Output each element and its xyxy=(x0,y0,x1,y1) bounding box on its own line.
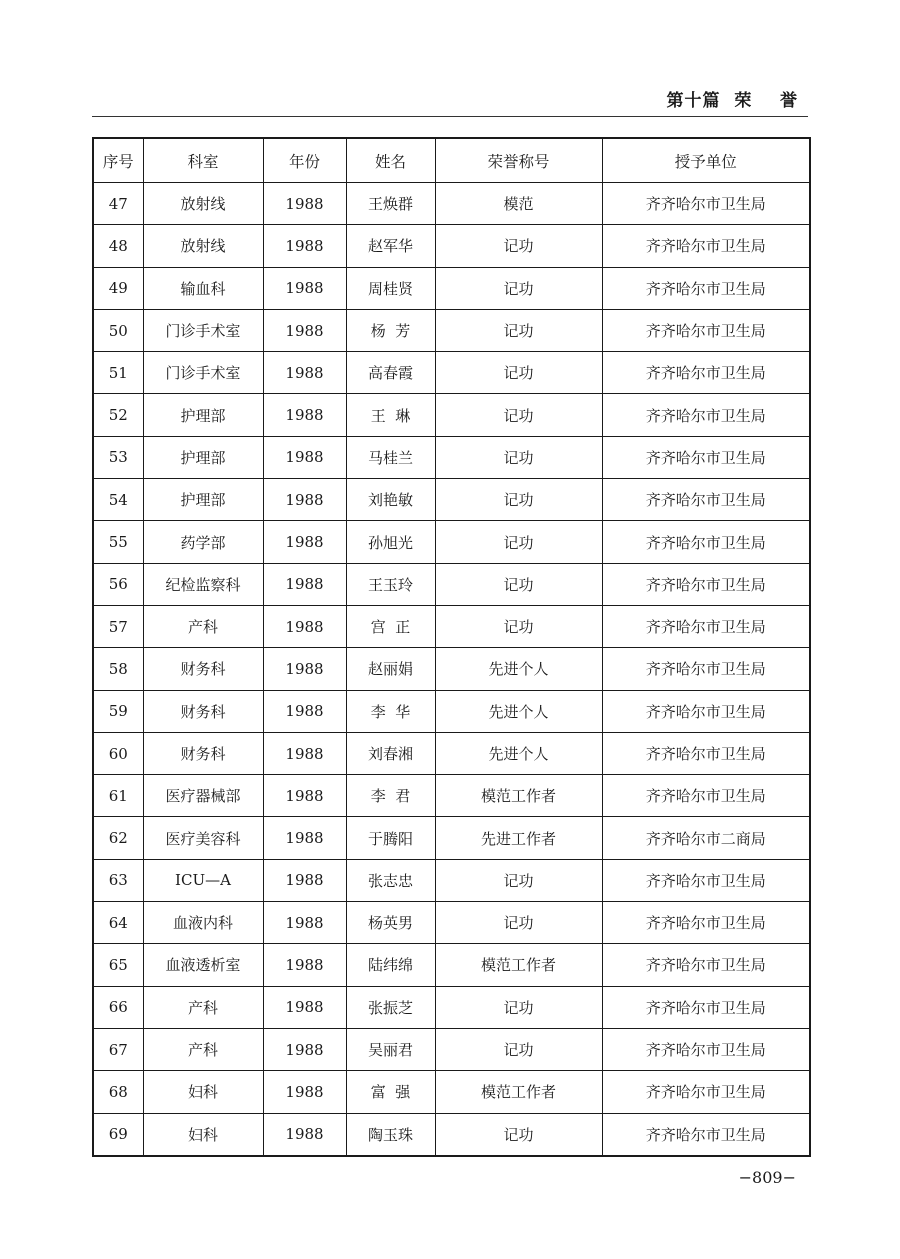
column-header-year: 年份 xyxy=(263,138,346,183)
cell-awarding-unit: 齐齐哈尔市卫生局 xyxy=(602,986,810,1028)
cell-honor: 记功 xyxy=(435,902,602,944)
cell-honor: 记功 xyxy=(435,394,602,436)
cell-index: 60 xyxy=(93,732,143,774)
cell-department: 血液透析室 xyxy=(143,944,263,986)
table-row xyxy=(93,225,810,267)
cell-department: 产科 xyxy=(143,605,263,647)
cell-name: 宫 正 xyxy=(346,605,435,647)
cell-name: 陶玉珠 xyxy=(346,1113,435,1156)
cell-awarding-unit: 齐齐哈尔市卫生局 xyxy=(602,605,810,647)
cell-index: 54 xyxy=(93,479,143,521)
cell-index: 69 xyxy=(93,1113,143,1156)
cell-year: 1988 xyxy=(263,479,346,521)
cell-year: 1988 xyxy=(263,436,346,478)
cell-awarding-unit: 齐齐哈尔市卫生局 xyxy=(602,479,810,521)
cell-year: 1988 xyxy=(263,309,346,351)
cell-index: 59 xyxy=(93,690,143,732)
cell-honor: 记功 xyxy=(435,859,602,901)
cell-honor: 记功 xyxy=(435,479,602,521)
page-number: −809− xyxy=(738,1168,796,1187)
cell-index: 58 xyxy=(93,648,143,690)
cell-index: 56 xyxy=(93,563,143,605)
cell-year: 1988 xyxy=(263,1113,346,1156)
cell-honor: 记功 xyxy=(435,521,602,563)
cell-name: 刘春湘 xyxy=(346,732,435,774)
cell-year: 1988 xyxy=(263,732,346,774)
cell-awarding-unit: 齐齐哈尔市卫生局 xyxy=(602,225,810,267)
cell-year: 1988 xyxy=(263,183,346,225)
table-row xyxy=(93,1113,810,1156)
cell-name: 陆纬绵 xyxy=(346,944,435,986)
cell-year: 1988 xyxy=(263,986,346,1028)
column-header-honor: 荣誉称号 xyxy=(435,138,602,183)
table-body xyxy=(93,183,810,1156)
cell-name: 赵丽娟 xyxy=(346,648,435,690)
cell-awarding-unit: 齐齐哈尔市卫生局 xyxy=(602,944,810,986)
cell-honor: 记功 xyxy=(435,436,602,478)
table-row xyxy=(93,690,810,732)
table-row xyxy=(93,902,810,944)
cell-department: 护理部 xyxy=(143,479,263,521)
cell-awarding-unit: 齐齐哈尔市卫生局 xyxy=(602,775,810,817)
cell-department: 妇科 xyxy=(143,1071,263,1113)
cell-index: 57 xyxy=(93,605,143,647)
cell-index: 49 xyxy=(93,267,143,309)
cell-name: 张振芝 xyxy=(346,986,435,1028)
cell-department: 产科 xyxy=(143,986,263,1028)
cell-index: 65 xyxy=(93,944,143,986)
cell-department: 医疗美容科 xyxy=(143,817,263,859)
cell-honor: 先进个人 xyxy=(435,648,602,690)
cell-index: 62 xyxy=(93,817,143,859)
cell-awarding-unit: 齐齐哈尔市卫生局 xyxy=(602,859,810,901)
column-header-index: 序号 xyxy=(93,138,143,183)
cell-awarding-unit: 齐齐哈尔市卫生局 xyxy=(602,352,810,394)
cell-name: 马桂兰 xyxy=(346,436,435,478)
cell-awarding-unit: 齐齐哈尔市卫生局 xyxy=(602,902,810,944)
cell-honor: 记功 xyxy=(435,1113,602,1156)
cell-department: 财务科 xyxy=(143,732,263,774)
cell-department: 放射线 xyxy=(143,183,263,225)
table-row xyxy=(93,732,810,774)
cell-year: 1988 xyxy=(263,817,346,859)
cell-honor: 模范工作者 xyxy=(435,944,602,986)
cell-honor: 先进个人 xyxy=(435,732,602,774)
cell-name: 吴丽君 xyxy=(346,1028,435,1070)
table-header xyxy=(93,138,810,183)
cell-department: 医疗器械部 xyxy=(143,775,263,817)
cell-department: 门诊手术室 xyxy=(143,309,263,351)
cell-awarding-unit: 齐齐哈尔市卫生局 xyxy=(602,521,810,563)
cell-year: 1988 xyxy=(263,605,346,647)
table-row xyxy=(93,563,810,605)
cell-awarding-unit: 齐齐哈尔市卫生局 xyxy=(602,690,810,732)
cell-department: 血液内科 xyxy=(143,902,263,944)
cell-honor: 记功 xyxy=(435,225,602,267)
cell-name: 李 君 xyxy=(346,775,435,817)
cell-department: ICU—A xyxy=(143,859,263,901)
cell-department: 护理部 xyxy=(143,394,263,436)
cell-name: 杨 芳 xyxy=(346,309,435,351)
cell-year: 1988 xyxy=(263,1071,346,1113)
cell-department: 放射线 xyxy=(143,225,263,267)
cell-index: 50 xyxy=(93,309,143,351)
cell-year: 1988 xyxy=(263,944,346,986)
cell-honor: 先进工作者 xyxy=(435,817,602,859)
cell-department: 财务科 xyxy=(143,648,263,690)
cell-awarding-unit: 齐齐哈尔市卫生局 xyxy=(602,732,810,774)
running-header: 第十篇 荣 誉 xyxy=(666,91,798,111)
cell-year: 1988 xyxy=(263,267,346,309)
cell-awarding-unit: 齐齐哈尔市卫生局 xyxy=(602,309,810,351)
table-row xyxy=(93,775,810,817)
cell-name: 富 强 xyxy=(346,1071,435,1113)
table-row xyxy=(93,1071,810,1113)
cell-department: 输血科 xyxy=(143,267,263,309)
table-header-row xyxy=(93,138,810,183)
cell-index: 52 xyxy=(93,394,143,436)
cell-year: 1988 xyxy=(263,902,346,944)
honor-table xyxy=(92,137,811,1157)
table-row xyxy=(93,183,810,225)
cell-index: 66 xyxy=(93,986,143,1028)
table-row xyxy=(93,986,810,1028)
cell-honor: 模范工作者 xyxy=(435,775,602,817)
table-row xyxy=(93,859,810,901)
cell-year: 1988 xyxy=(263,775,346,817)
table-row xyxy=(93,309,810,351)
cell-name: 王焕群 xyxy=(346,183,435,225)
cell-department: 药学部 xyxy=(143,521,263,563)
table-row xyxy=(93,479,810,521)
cell-awarding-unit: 齐齐哈尔市卫生局 xyxy=(602,563,810,605)
cell-index: 67 xyxy=(93,1028,143,1070)
cell-awarding-unit: 齐齐哈尔市卫生局 xyxy=(602,1071,810,1113)
cell-department: 门诊手术室 xyxy=(143,352,263,394)
table-row xyxy=(93,944,810,986)
cell-awarding-unit: 齐齐哈尔市卫生局 xyxy=(602,1113,810,1156)
cell-honor: 记功 xyxy=(435,1028,602,1070)
cell-name: 赵军华 xyxy=(346,225,435,267)
cell-index: 55 xyxy=(93,521,143,563)
cell-name: 高春霞 xyxy=(346,352,435,394)
cell-department: 妇科 xyxy=(143,1113,263,1156)
cell-department: 纪检监察科 xyxy=(143,563,263,605)
cell-year: 1988 xyxy=(263,648,346,690)
cell-name: 于腾阳 xyxy=(346,817,435,859)
table-row xyxy=(93,648,810,690)
cell-name: 孙旭光 xyxy=(346,521,435,563)
cell-index: 53 xyxy=(93,436,143,478)
cell-index: 48 xyxy=(93,225,143,267)
cell-honor: 记功 xyxy=(435,605,602,647)
cell-year: 1988 xyxy=(263,563,346,605)
table-row xyxy=(93,817,810,859)
cell-honor: 记功 xyxy=(435,267,602,309)
cell-awarding-unit: 齐齐哈尔市卫生局 xyxy=(602,183,810,225)
cell-department: 护理部 xyxy=(143,436,263,478)
table-row xyxy=(93,605,810,647)
cell-name: 王玉玲 xyxy=(346,563,435,605)
column-header-awarding-unit: 授予单位 xyxy=(602,138,810,183)
cell-name: 周桂贤 xyxy=(346,267,435,309)
table-row xyxy=(93,394,810,436)
table-row xyxy=(93,352,810,394)
cell-index: 61 xyxy=(93,775,143,817)
table-row xyxy=(93,436,810,478)
cell-index: 63 xyxy=(93,859,143,901)
cell-awarding-unit: 齐齐哈尔市二商局 xyxy=(602,817,810,859)
cell-year: 1988 xyxy=(263,521,346,563)
cell-year: 1988 xyxy=(263,859,346,901)
cell-department: 财务科 xyxy=(143,690,263,732)
header-rule xyxy=(92,116,808,117)
column-header-department: 科室 xyxy=(143,138,263,183)
cell-year: 1988 xyxy=(263,1028,346,1070)
cell-index: 68 xyxy=(93,1071,143,1113)
cell-name: 张志忠 xyxy=(346,859,435,901)
cell-awarding-unit: 齐齐哈尔市卫生局 xyxy=(602,436,810,478)
cell-name: 杨英男 xyxy=(346,902,435,944)
table-row xyxy=(93,521,810,563)
table-row xyxy=(93,1028,810,1070)
cell-year: 1988 xyxy=(263,394,346,436)
cell-honor: 模范工作者 xyxy=(435,1071,602,1113)
cell-honor: 记功 xyxy=(435,352,602,394)
cell-honor: 记功 xyxy=(435,309,602,351)
cell-awarding-unit: 齐齐哈尔市卫生局 xyxy=(602,648,810,690)
cell-year: 1988 xyxy=(263,225,346,267)
cell-department: 产科 xyxy=(143,1028,263,1070)
cell-index: 51 xyxy=(93,352,143,394)
column-header-name: 姓名 xyxy=(346,138,435,183)
cell-awarding-unit: 齐齐哈尔市卫生局 xyxy=(602,394,810,436)
cell-name: 刘艳敏 xyxy=(346,479,435,521)
cell-awarding-unit: 齐齐哈尔市卫生局 xyxy=(602,267,810,309)
cell-honor: 模范 xyxy=(435,183,602,225)
cell-year: 1988 xyxy=(263,690,346,732)
cell-honor: 记功 xyxy=(435,563,602,605)
cell-honor: 先进个人 xyxy=(435,690,602,732)
cell-index: 64 xyxy=(93,902,143,944)
table-row xyxy=(93,267,810,309)
cell-year: 1988 xyxy=(263,352,346,394)
cell-name: 李 华 xyxy=(346,690,435,732)
cell-name: 王 琳 xyxy=(346,394,435,436)
cell-honor: 记功 xyxy=(435,986,602,1028)
cell-index: 47 xyxy=(93,183,143,225)
cell-awarding-unit: 齐齐哈尔市卫生局 xyxy=(602,1028,810,1070)
